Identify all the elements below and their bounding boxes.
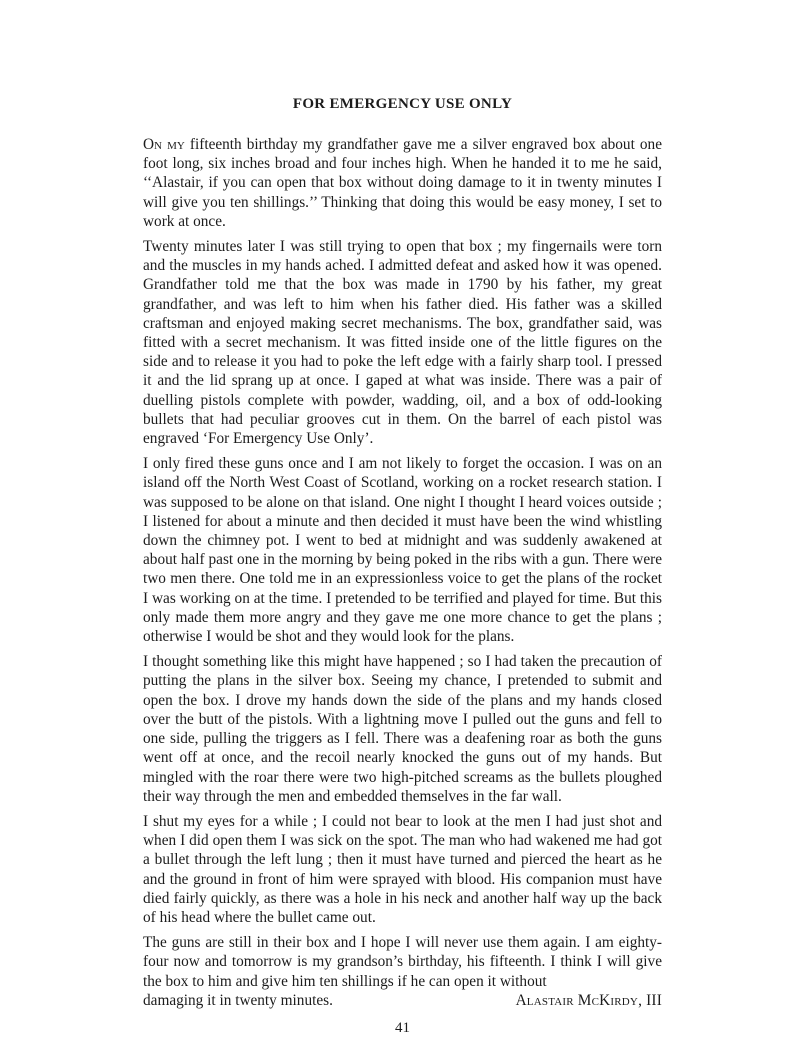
paragraph-1-text: fifteenth birthday my grandfather gave me a silver engraved box about one foot long, six inches broad and four inches high. When he handed it to me he said, ‘‘Alastair, if you can open that box without doing damage to it in twenty minutes I will give you ten shillings.’’ Thinking that doing this would be easy money, I set to work at once. — [143, 136, 662, 230]
paragraph-1 — [143, 135, 662, 231]
paragraph-3: I only fired these guns once and I am not likely to forget the occasion. I was on an island off the North West Coast of Scotland, working on a rocket research station. I was supposed to be alone on that island. One night I thought I heard voices outside ; I listened for about a minute and then decided it must have been the wind whistling down the chimney pot. I went to bed at midnight and was suddenly awakened at about half past one in the morning by being poked in the ribs with a gun. There were two men there. One told me in an expressionless voice to get the plans of the rocket I was working on at the time. I pretended to be terrified and played for time. But this only made them more angry and they gave me one more chance to get the plans ; otherwise I would be shot and they would look for the plans. — [143, 455, 662, 646]
closing-row — [143, 991, 662, 1010]
paragraph-lead-words: On my — [143, 136, 185, 153]
paragraph-2: Twenty minutes later I was still trying to open that box ; my fingernails were torn and the muscles in my hands ached. I admitted defeat and asked how it was opened. Grandfather told me that the box was made in 1790 by his father, my great grandfather, and was left to him when his father died. His father was a skilled craftsman and enjoyed making secret mechanisms. The box, grandfather said, was fitted with a secret mechanism. It was fitted inside one of the little figures on the side and to release it you had to poke the left edge with a fairly sharp tool. I pressed it and the lid sprang up at once. I gaped at what was inside. There was a pair of duelling pistols complete with powder, wadding, oil, and a box of odd-looking bullets that had peculiar grooves cut in them. On the barrel of each pistol was engraved ‘For Emergency Use Only’. — [143, 238, 662, 448]
author-signature: Alastair McKirdy, III — [515, 991, 662, 1009]
story-title: FOR EMERGENCY USE ONLY — [292, 96, 513, 112]
closing-line: damaging it in twenty minutes. — [143, 991, 333, 1009]
paragraph-6: The guns are still in their box and I hope I will never use them again. I am eighty-four now and tomorrow is my grandson’s birthday, his fifteenth. I think I will give the box to him and give him ten shillings if he can open it without — [143, 934, 662, 990]
paragraph-5: I shut my eyes for a while ; I could not bear to look at the men I had just shot and when I did open them I was sick on the spot. The man who had wakened me had got a bullet through the left lung ; then it must have turned and pierced the heart as he and the ground in front of him were sprayed with blood. His companion must have died fairly quickly, as there was a hole in his neck and another half way up the back of his head where the bullet came out. — [143, 812, 662, 926]
page-number: 41 — [395, 1019, 410, 1036]
paragraph-4: I thought something like this might have happened ; so I had taken the precaution of putting the plans in the silver box. Seeing my chance, I pretended to submit and open the box. I drove my hands down the side of the plans and my hands closed over the butt of the pistols. With a lightning move I pulled out the guns and fell to one side, pulling the triggers as I fell. There was a deafening roar as both the guns went off at once, and the recoil nearly knocked the guns out of my hands. But mingled with the roar there were two high-pitched screams as the bullets ploughed their way through the men and embedded themselves in the far wall. — [143, 653, 662, 805]
